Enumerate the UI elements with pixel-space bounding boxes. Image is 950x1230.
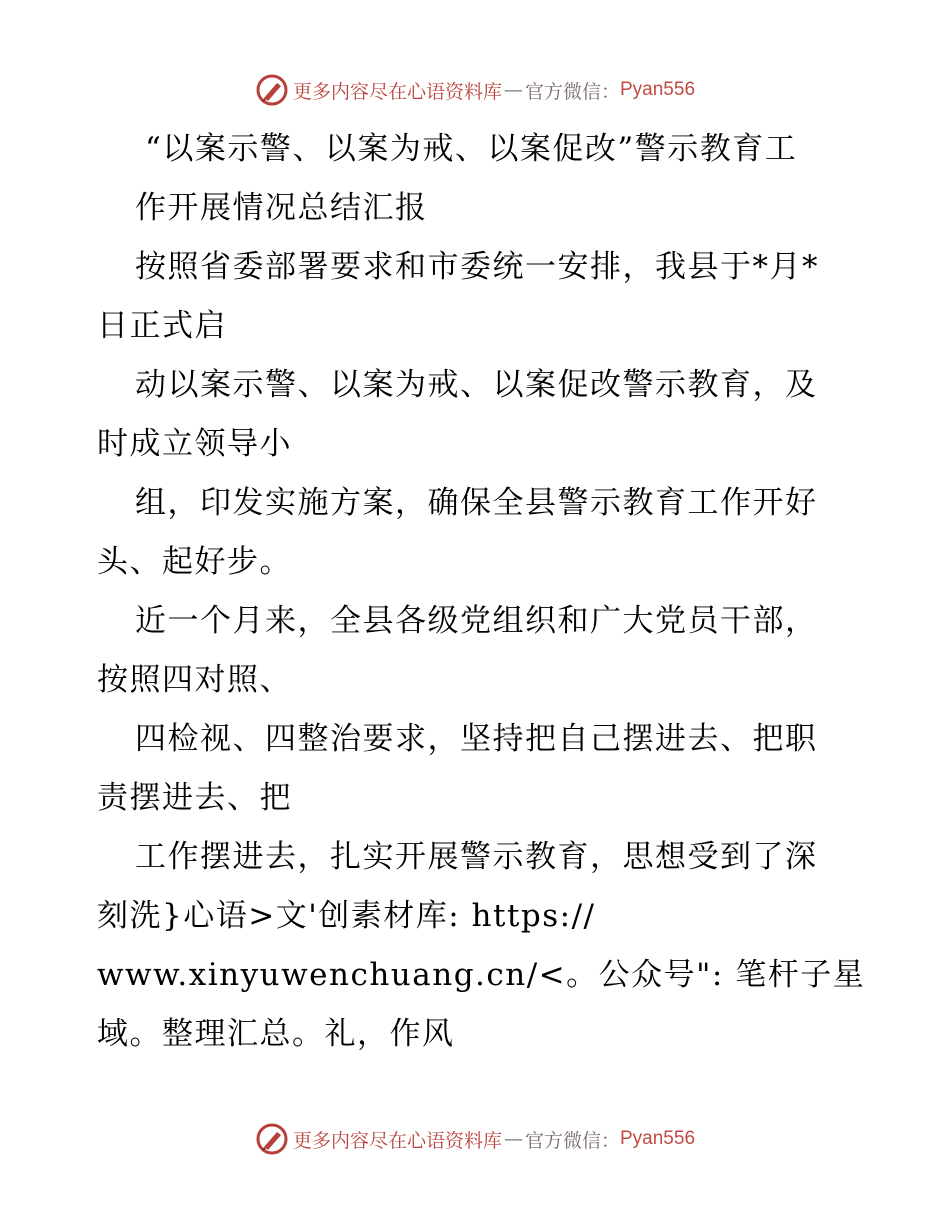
banner-text: 更多内容尽在心语资料库 bbox=[292, 80, 502, 103]
banner-account: Pyan556 bbox=[620, 1128, 696, 1149]
paragraph-line: 按照四对照、 bbox=[97, 662, 292, 698]
pen-logo-icon bbox=[255, 1122, 289, 1156]
paragraph-line: 刻洗}心语>文'创素材库: https:// bbox=[97, 898, 596, 934]
paragraph-line: 域。整理汇总。礼，作风 bbox=[97, 1016, 455, 1052]
header-watermark-banner bbox=[0, 70, 950, 110]
paragraph-line: 时成立领导小 bbox=[97, 426, 292, 462]
document-title-line-1: “以案示警、以案为戒、以案促改”警示教育工 bbox=[145, 131, 798, 167]
paragraph-line: 日正式启 bbox=[97, 308, 227, 344]
paragraph-line: 责摆进去、把 bbox=[97, 780, 292, 816]
document-body bbox=[97, 120, 866, 1064]
footer-watermark-banner bbox=[0, 1119, 950, 1159]
paragraph-line: 按照省委部署要求和市委统一安排，我县于*月* bbox=[135, 249, 819, 285]
pen-logo-icon bbox=[255, 73, 289, 107]
banner-dash: — bbox=[503, 1128, 523, 1150]
banner-text: 更多内容尽在心语资料库 bbox=[292, 1129, 502, 1152]
paragraph-line: 近一个月来，全县各级党组织和广大党员干部， bbox=[135, 603, 818, 639]
banner-dash: — bbox=[503, 79, 523, 101]
paragraph-line: 动以案示警、以案为戒、以案促改警示教育，及 bbox=[135, 367, 818, 403]
paragraph-line: 工作摆进去，扎实开展警示教育，思想受到了深 bbox=[135, 839, 818, 875]
paragraph-line: 头、起好步。 bbox=[97, 544, 292, 580]
paragraph-line: 四检视、四整治要求，坚持把自己摆进去、把职 bbox=[135, 721, 818, 757]
document-title-line-2: 作开展情况总结汇报 bbox=[135, 190, 428, 226]
banner-wechat-label: 官方微信： bbox=[524, 80, 620, 103]
paragraph-line: 组，印发实施方案，确保全县警示教育工作开好 bbox=[135, 485, 818, 521]
paragraph-line: www.xinyuwenchuang.cn/<。公众号": 笔杆子星 bbox=[97, 957, 866, 993]
banner-account: Pyan556 bbox=[620, 79, 696, 100]
banner-wechat-label: 官方微信： bbox=[524, 1129, 620, 1152]
